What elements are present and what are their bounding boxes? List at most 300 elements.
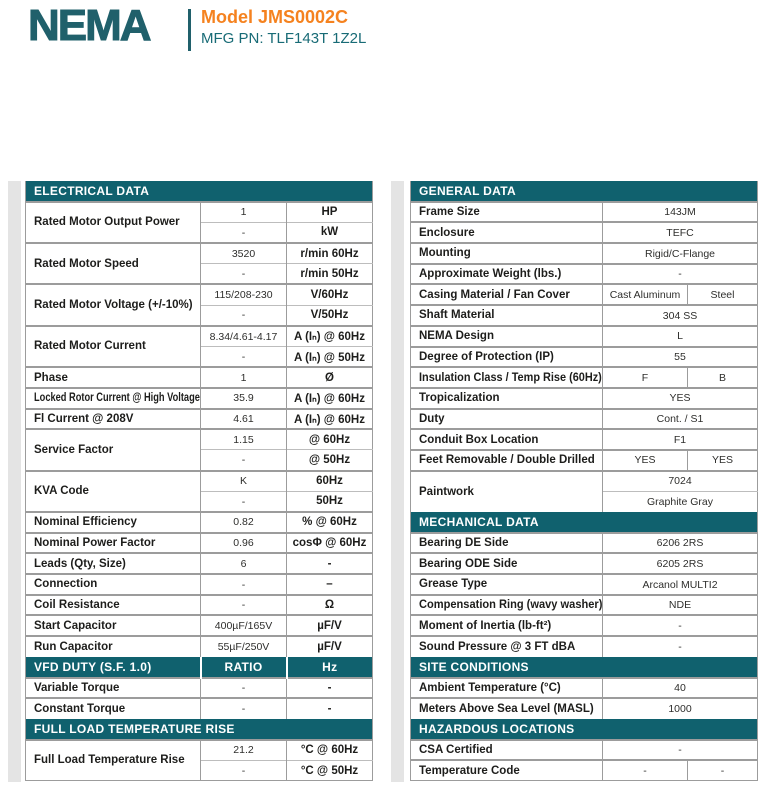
row-value	[603, 326, 758, 347]
row-value	[201, 553, 287, 574]
cell-text: -	[241, 226, 246, 239]
row-label-text: Tropicalization	[419, 392, 500, 405]
row-label-text: Meters Above Sea Level (MASL)	[419, 703, 594, 716]
cell-text: -	[241, 267, 246, 280]
row-unit	[287, 305, 373, 326]
table-row	[26, 367, 373, 388]
row-value	[603, 760, 688, 781]
row-value	[603, 471, 758, 492]
row-unit	[287, 264, 373, 285]
row-unit	[287, 450, 373, 471]
row-label-text: KVA Code	[34, 485, 89, 498]
section-title: SITE CONDITIONS	[411, 657, 758, 678]
row-label	[26, 471, 201, 512]
row-label	[26, 388, 201, 409]
row-label-text: Enclosure	[419, 226, 475, 239]
table-row	[26, 512, 373, 533]
row-value	[603, 388, 758, 409]
table-row	[411, 533, 758, 554]
row-label-text: Conduit Box Location	[419, 433, 539, 446]
row-label	[26, 512, 201, 533]
row-value	[201, 615, 287, 636]
row-value	[201, 305, 287, 326]
table-row	[26, 409, 373, 430]
cell-text: 304 SS	[662, 309, 698, 322]
row-unit	[287, 388, 373, 409]
row-unit	[287, 698, 373, 719]
row-label-text: Leads (Qty, Size)	[34, 557, 126, 570]
section-title: GENERAL DATA	[411, 181, 758, 202]
section-header-row	[26, 181, 373, 202]
row-value	[603, 429, 758, 450]
row-label	[26, 284, 201, 325]
cell-text: HP	[321, 206, 338, 219]
table-row	[411, 760, 758, 781]
row-value	[688, 284, 758, 305]
row-label	[411, 264, 603, 285]
cell-text: @ 50Hz	[308, 454, 351, 467]
cell-text: 55µF/250V	[217, 641, 270, 654]
row-label-text: Insulation Class / Temp Rise (60Hz)	[419, 371, 602, 384]
row-value	[603, 678, 758, 699]
table-row	[411, 636, 758, 657]
cell-text: µF/V	[317, 619, 342, 632]
cell-text: -	[327, 703, 332, 716]
table-row	[26, 574, 373, 595]
table-row	[411, 284, 758, 305]
cell-text: 115/208-230	[214, 289, 273, 302]
table-row	[26, 740, 373, 761]
table-row	[26, 388, 373, 409]
row-value	[201, 740, 287, 761]
table-row	[411, 574, 758, 595]
row-unit	[287, 512, 373, 533]
row-label	[26, 202, 201, 243]
cell-text: -	[678, 619, 682, 632]
row-label-text: Paintwork	[419, 485, 474, 498]
row-value	[201, 512, 287, 533]
cell-text: Cast Aluminum	[609, 288, 681, 301]
cell-text: 55	[674, 350, 686, 363]
row-label-text: Nominal Efficiency	[34, 516, 137, 529]
cell-text: K	[239, 475, 247, 488]
table-row	[26, 429, 373, 450]
row-label-text: Moment of Inertia (lb-ft²)	[419, 619, 552, 632]
table-row	[26, 636, 373, 657]
row-value	[603, 533, 758, 554]
row-unit	[287, 243, 373, 264]
section-header-row	[26, 657, 373, 678]
row-label-text: Frame Size	[419, 206, 480, 219]
row-value	[603, 284, 688, 305]
row-label	[411, 450, 603, 471]
row-label	[411, 740, 603, 761]
cell-text: µF/V	[317, 640, 342, 653]
cell-text: -	[327, 557, 332, 570]
row-label	[26, 409, 201, 430]
nema-logo: NEMA	[28, 1, 150, 50]
cell-text: -	[241, 578, 246, 591]
row-value	[603, 491, 758, 512]
cell-text: B	[718, 371, 726, 384]
row-label-text: Full Load Temperature Rise	[34, 754, 185, 767]
row-label	[26, 615, 201, 636]
row-value	[688, 367, 758, 388]
row-label-text: Constant Torque	[34, 703, 126, 716]
table-row	[26, 533, 373, 554]
section-title: Hz	[287, 657, 373, 678]
table-row	[26, 678, 373, 699]
table-row	[411, 264, 758, 285]
row-label	[26, 698, 201, 719]
row-value	[603, 202, 758, 223]
table-row	[411, 595, 758, 616]
row-unit	[287, 615, 373, 636]
row-unit	[287, 595, 373, 616]
cell-text: F1	[673, 433, 687, 446]
row-label-text: Rated Motor Current	[34, 340, 146, 353]
table-row	[26, 553, 373, 574]
row-label	[411, 243, 603, 264]
cell-text: NDE	[668, 599, 692, 612]
row-label	[26, 326, 201, 367]
section-header-row	[26, 719, 373, 740]
row-value	[201, 760, 287, 781]
row-value	[603, 264, 758, 285]
row-label	[411, 615, 603, 636]
row-label	[411, 760, 603, 781]
table-row	[411, 429, 758, 450]
table-row	[411, 347, 758, 368]
cell-text: –	[326, 578, 333, 591]
table-row	[411, 409, 758, 430]
cell-text: F	[641, 371, 649, 384]
cell-text: 40	[674, 681, 686, 694]
row-unit	[287, 678, 373, 699]
cell-text: A (Iₙ) @ 50Hz	[294, 351, 365, 364]
section-title: HAZARDOUS LOCATIONS	[411, 719, 758, 740]
row-label	[26, 740, 201, 781]
row-label-text: Ambient Temperature (°C)	[419, 681, 561, 694]
cell-text: -	[241, 495, 246, 508]
cell-text: -	[720, 764, 725, 777]
cell-text: 60Hz	[316, 475, 343, 488]
cell-text: -	[241, 599, 246, 612]
row-label-text: CSA Certified	[419, 743, 493, 756]
row-label	[411, 698, 603, 719]
cell-text: -	[643, 764, 647, 777]
row-label	[26, 533, 201, 554]
row-label-text: Variable Torque	[34, 681, 120, 694]
cell-text: 1	[240, 206, 247, 219]
cell-text: -	[241, 703, 246, 716]
row-unit	[287, 202, 373, 223]
cell-text: -	[241, 309, 246, 322]
mfg-part-number: MFG PN: TLF143T 1Z2L	[201, 30, 367, 47]
cell-text: YES	[711, 454, 733, 467]
cell-text: TEFC	[666, 226, 694, 239]
row-value	[201, 264, 287, 285]
cell-text: A (Iₙ) @ 60Hz	[294, 331, 365, 344]
row-value	[201, 574, 287, 595]
cell-text: -	[327, 681, 332, 694]
cell-text: A (Iₙ) @ 60Hz	[294, 413, 365, 426]
table-row	[411, 243, 758, 264]
left-table-edge-strip	[8, 181, 21, 782]
row-label	[26, 574, 201, 595]
table-row	[26, 202, 373, 223]
cell-text: 6	[240, 557, 247, 570]
row-unit	[287, 760, 373, 781]
row-label-text: Phase	[34, 371, 68, 384]
table-row	[411, 740, 758, 761]
row-value	[201, 202, 287, 223]
cell-text: 50Hz	[316, 495, 343, 508]
cell-text: 21.2	[233, 744, 254, 757]
section-header-row	[411, 719, 758, 740]
row-label	[411, 409, 603, 430]
row-label-text: Approximate Weight (lbs.)	[419, 268, 562, 281]
cell-text: 0.96	[233, 537, 254, 550]
row-label	[26, 553, 201, 574]
row-label-text: Rated Motor Speed	[34, 257, 139, 270]
row-value	[603, 698, 758, 719]
row-label	[411, 202, 603, 223]
table-row	[26, 615, 373, 636]
section-title: ELECTRICAL DATA	[26, 181, 373, 202]
row-label	[411, 678, 603, 699]
row-label-text: Service Factor	[34, 443, 114, 456]
row-value	[603, 305, 758, 326]
electrical-data-table-container	[25, 181, 373, 781]
table-row	[26, 471, 373, 492]
section-title: FULL LOAD TEMPERATURE RISE	[26, 719, 373, 740]
row-value	[603, 595, 758, 616]
section-title: MECHANICAL DATA	[411, 512, 758, 533]
row-unit	[287, 553, 373, 574]
row-label-text: Run Capacitor	[34, 640, 113, 653]
cell-text: 1	[240, 371, 247, 384]
cell-text: 35.9	[233, 392, 254, 405]
row-value	[201, 595, 287, 616]
cell-text: 7024	[668, 475, 692, 488]
row-value	[201, 409, 287, 430]
table-row	[26, 243, 373, 264]
row-label-text: Locked Rotor Current @ High Voltage	[34, 392, 200, 405]
row-value	[603, 574, 758, 595]
cell-text: 8.34/4.61-4.17	[209, 330, 278, 343]
row-value	[201, 533, 287, 554]
row-value	[201, 326, 287, 347]
row-label	[411, 595, 603, 616]
left-table	[25, 181, 373, 781]
right-table-edge-strip	[391, 181, 404, 782]
table-row	[411, 305, 758, 326]
row-value	[603, 409, 758, 430]
table-row	[26, 326, 373, 347]
cell-text: Cont. / S1	[656, 413, 704, 426]
row-value	[603, 450, 688, 471]
table-row	[411, 678, 758, 699]
row-unit	[287, 347, 373, 368]
row-label-text: Mounting	[419, 247, 471, 260]
row-value	[201, 388, 287, 409]
row-value	[603, 740, 758, 761]
row-label-text: Degree of Protection (IP)	[419, 350, 554, 363]
cell-text: cosΦ @ 60Hz	[292, 537, 367, 550]
cell-text: r/min 50Hz	[300, 267, 359, 280]
row-label	[411, 222, 603, 243]
row-label-text: Nominal Power Factor	[34, 537, 156, 550]
table-row	[411, 326, 758, 347]
row-value	[201, 284, 287, 305]
row-label	[411, 471, 603, 512]
row-label-text: NEMA Design	[419, 330, 494, 343]
row-value	[201, 678, 287, 699]
row-label-text: Feet Removable / Double Drilled	[419, 454, 595, 467]
row-value	[201, 491, 287, 512]
row-label	[26, 367, 201, 388]
section-header-row	[411, 181, 758, 202]
row-label-text: Start Capacitor	[34, 619, 117, 632]
cell-text: V/60Hz	[310, 289, 349, 302]
row-label-text: Grease Type	[419, 578, 488, 591]
cell-text: Graphite Gray	[647, 496, 713, 509]
row-label	[411, 367, 603, 388]
cell-text: r/min 60Hz	[300, 247, 359, 260]
row-value	[201, 698, 287, 719]
cell-text: kW	[320, 226, 339, 239]
row-value	[603, 243, 758, 264]
model-number: Model JMS0002C	[201, 7, 349, 27]
row-label	[26, 678, 201, 699]
cell-text: Arcanol MULTI2	[642, 578, 718, 591]
cell-text: 143JM	[664, 206, 696, 219]
table-row	[26, 284, 373, 305]
row-unit	[287, 222, 373, 243]
row-label	[26, 243, 201, 284]
row-value	[603, 636, 758, 657]
cell-text: 1.15	[233, 433, 254, 446]
table-row	[411, 202, 758, 223]
row-unit	[287, 636, 373, 657]
row-unit	[287, 491, 373, 512]
cell-text: 3520	[231, 247, 256, 260]
row-value	[201, 450, 287, 471]
row-unit	[287, 326, 373, 347]
row-value	[688, 450, 758, 471]
row-label-text: Sound Pressure @ 3 FT dBA	[419, 640, 576, 653]
row-label	[411, 388, 603, 409]
row-label-text: Connection	[34, 578, 98, 591]
row-unit	[287, 284, 373, 305]
row-unit	[287, 429, 373, 450]
row-unit	[287, 574, 373, 595]
row-label-text: Fl Current @ 208V	[34, 412, 134, 425]
row-label	[411, 574, 603, 595]
table-row	[411, 553, 758, 574]
section-title: RATIO	[201, 657, 287, 678]
cell-text: -	[241, 681, 246, 694]
cell-text: L	[677, 330, 683, 343]
cell-text: A (Iₙ) @ 60Hz	[294, 393, 365, 406]
row-unit	[287, 533, 373, 554]
cell-text: °C @ 50Hz	[300, 764, 359, 777]
cell-text: 4.61	[233, 413, 254, 426]
row-value	[201, 243, 287, 264]
cell-text: Ø	[325, 371, 334, 384]
table-row	[411, 222, 758, 243]
cell-text: 400µF/165V	[214, 619, 273, 632]
row-label	[411, 326, 603, 347]
cell-text: 6206 2RS	[656, 537, 704, 550]
row-value	[688, 760, 758, 781]
cell-text: -	[678, 641, 682, 654]
row-label	[411, 533, 603, 554]
row-label-text: Duty	[419, 412, 445, 425]
cell-text: % @ 60Hz	[302, 516, 357, 529]
row-value	[201, 347, 287, 368]
cell-text: -	[241, 350, 246, 363]
row-label-text: Bearing DE Side	[419, 537, 509, 550]
cell-text: Rigid/C-Flange	[644, 247, 716, 260]
row-label-text: Rated Motor Output Power	[34, 216, 180, 229]
row-unit	[287, 409, 373, 430]
row-label-text: Rated Motor Voltage (+/-10%)	[34, 299, 193, 312]
row-value	[201, 429, 287, 450]
row-label	[26, 429, 201, 470]
row-value	[603, 615, 758, 636]
cell-text: YES	[669, 392, 691, 405]
row-label	[411, 553, 603, 574]
section-title: VFD DUTY (S.F. 1.0)	[26, 657, 201, 678]
row-unit	[287, 367, 373, 388]
row-value	[603, 222, 758, 243]
cell-text: Steel	[710, 288, 735, 301]
row-label	[411, 636, 603, 657]
cell-text: V/50Hz	[310, 309, 349, 322]
cell-text: YES	[634, 454, 656, 467]
table-row	[411, 450, 758, 471]
row-label-text: Casing Material / Fan Cover	[419, 288, 570, 301]
table-row	[411, 698, 758, 719]
row-label	[26, 595, 201, 616]
row-label-text: Shaft Material	[419, 309, 495, 322]
cell-text: Ω	[324, 599, 335, 612]
table-row	[411, 367, 758, 388]
row-value	[201, 636, 287, 657]
row-label	[411, 347, 603, 368]
cell-text: @ 60Hz	[308, 433, 351, 446]
general-data-table-container	[410, 181, 758, 781]
section-header-row	[411, 657, 758, 678]
header-divider	[188, 9, 191, 51]
row-value	[603, 553, 758, 574]
row-label-text: Bearing ODE Side	[419, 557, 518, 570]
row-value	[603, 347, 758, 368]
row-label-text: Coil Resistance	[34, 599, 120, 612]
row-label	[26, 636, 201, 657]
row-value	[201, 367, 287, 388]
cell-text: -	[678, 744, 682, 757]
table-row	[26, 698, 373, 719]
row-label	[411, 284, 603, 305]
table-row	[411, 615, 758, 636]
table-row	[411, 471, 758, 492]
section-header-row	[411, 512, 758, 533]
row-unit	[287, 740, 373, 761]
row-label-text: Temperature Code	[419, 764, 520, 777]
